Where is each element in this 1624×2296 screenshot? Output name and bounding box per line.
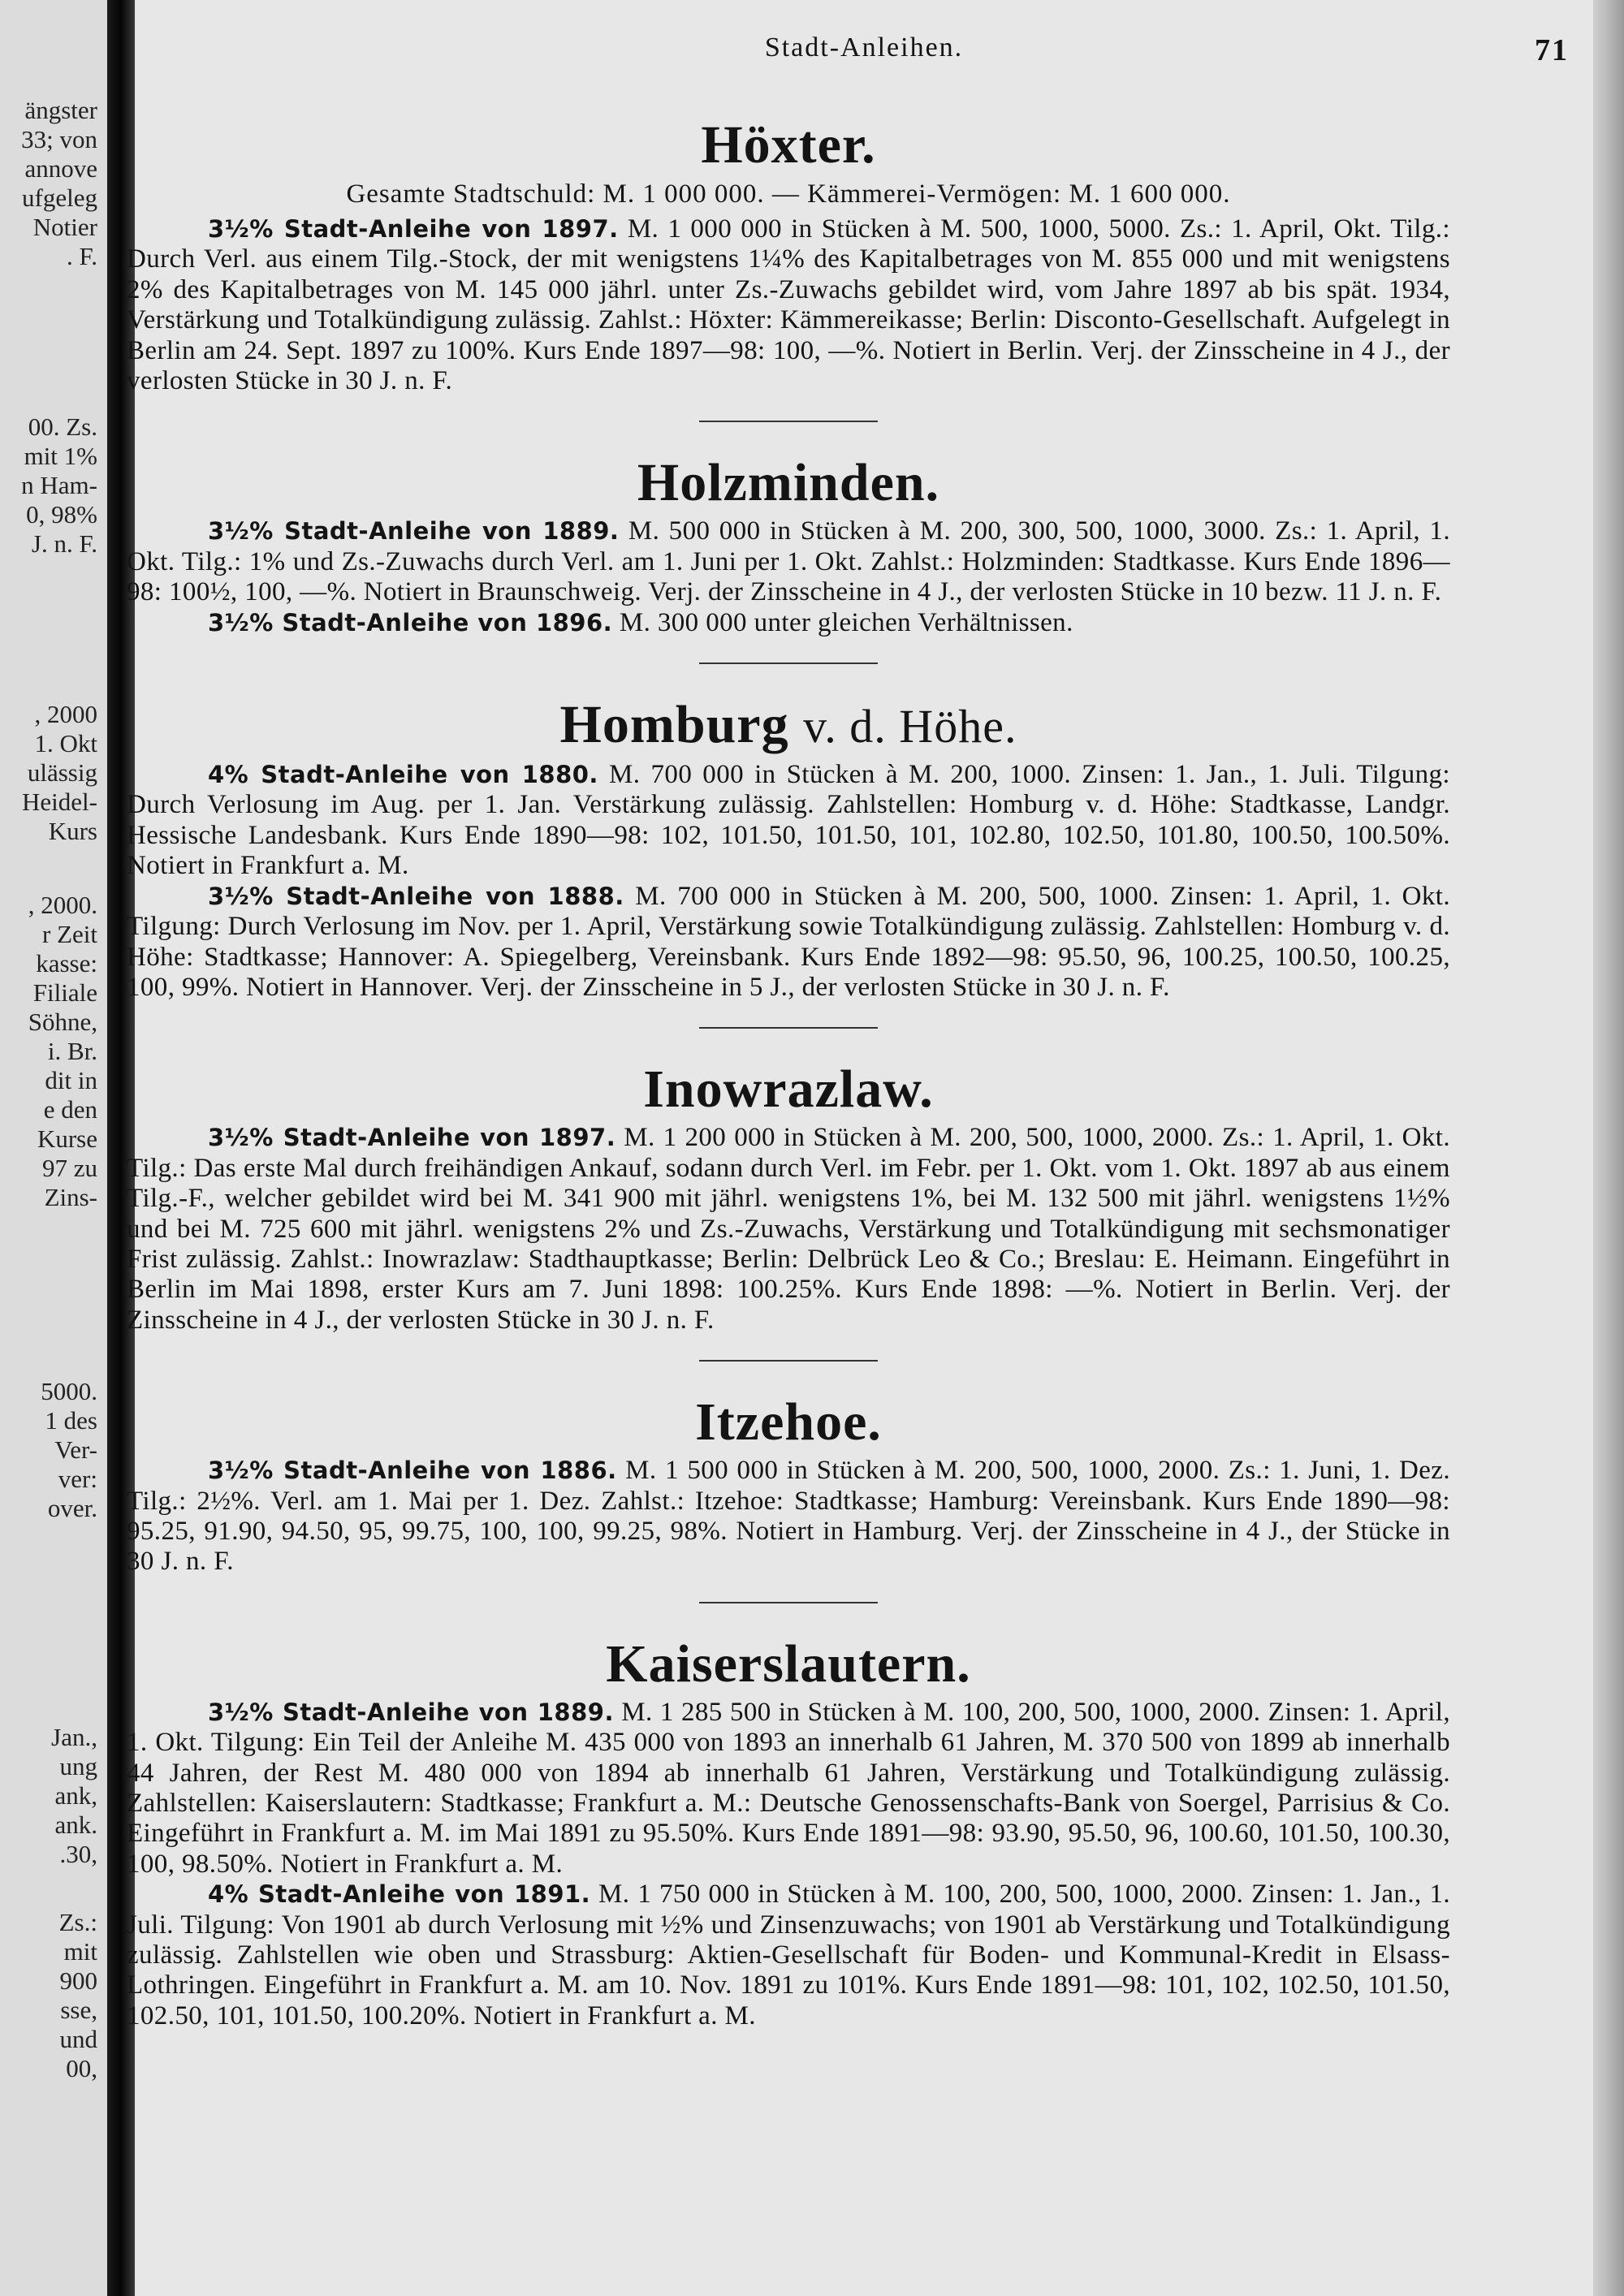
margin-fragment: sse,	[60, 1996, 97, 2024]
margin-fragment: , 2000	[34, 700, 97, 728]
city-suffix: v. d. Höhe.	[803, 700, 1017, 753]
loan-entry	[127, 760, 1450, 882]
loan-entry	[127, 214, 1450, 396]
margin-fragment: mit 1%	[24, 442, 97, 470]
margin-fragment: J. n. F.	[31, 529, 97, 558]
margin-fragment: Ver-	[54, 1435, 97, 1464]
margin-fragment: kasse:	[36, 949, 97, 978]
margin-fragment: ängster	[24, 96, 97, 124]
loan-title: 3½% Stadt-Anleihe von 1897.	[208, 1124, 616, 1152]
margin-fragment: 0, 98%	[26, 500, 97, 529]
loan-entry	[127, 1880, 1450, 2031]
loan-text: M. 700 000 in Stücken à M. 200, 500, 1000. Zinsen: 1. April, 1. Okt. Tilgung: Durch Verlosung im Nov. per 1. April, Verstärkung sowie Totalkündigung zulässig. Zahlstellen: Homburg v. d. Höhe: Stadtkasse; Hannover: A. Spiegelberg, Vereinsbank. Kurs Ende 1892—98: 95.50, 96, 100.25, 100.50, 100.25, 100, 99%. Notiert in Hannover. Verj. der Zinsscheine in 5 J., der verlosten Stücke in 30 J. n. F.	[127, 881, 1450, 1002]
section-divider	[699, 1602, 878, 1603]
margin-fragment: 1 des	[45, 1406, 97, 1435]
margin-fragment: 5000.	[41, 1377, 97, 1405]
margin-fragment: 1. Okt	[34, 729, 97, 757]
section-hoexter	[127, 112, 1450, 396]
loan-entry	[127, 608, 1450, 638]
margin-fragment: und	[59, 2025, 97, 2053]
page-header	[135, 32, 1593, 68]
loan-entry	[127, 882, 1450, 1003]
margin-fragment: ulässig	[27, 758, 97, 787]
margin-fragment: Jan.,	[51, 1723, 97, 1751]
margin-fragment: e den	[43, 1095, 97, 1124]
page-edge	[1593, 0, 1624, 2296]
margin-fragment: ver:	[58, 1465, 97, 1493]
loan-entry	[127, 1456, 1450, 1577]
margin-fragment: n Ham-	[21, 471, 97, 499]
city-heading: Kaiserslautern.	[606, 1634, 971, 1694]
loan-title: 3½% Stadt-Anleihe von 1886.	[208, 1457, 617, 1485]
margin-fragment: ank,	[54, 1781, 97, 1810]
margin-fragment: ufgeleg	[22, 183, 97, 212]
margin-fragment: 97 zu	[41, 1154, 97, 1182]
loan-text: M. 300 000 unter gleichen Verhältnissen.	[619, 607, 1073, 637]
margin-fragment: over.	[47, 1494, 97, 1522]
loan-title: 4% Stadt-Anleihe von 1880.	[208, 761, 598, 789]
margin-fragment: 900	[59, 1966, 97, 1995]
margin-fragment: Zins-	[44, 1183, 97, 1211]
loan-entry	[127, 1698, 1450, 1880]
margin-fragment: Kurse	[37, 1124, 97, 1153]
section-inowrazlaw	[127, 1056, 1450, 1336]
debt-summary: Gesamte Stadtschuld: M. 1 000 000. — Kämmerei-Vermögen: M. 1 600 000.	[346, 179, 1231, 209]
loan-text: M. 1 750 000 in Stücken à M. 100, 200, 500, 1000, 2000. Zinsen: 1. Jan., 1. Juli. Tilgung: Von 1901 ab durch Verlosung mit ½% und Zinsenzuwachs; von 1901 ab Verstärkung und Totalkündigung zulässig. Zahlstellen wie oben und Strassburg: Aktien-Gesellschaft für Boden- und Kommunal-Kredit in Elsass-Lothringen. Eingeführt in Frankfurt a. M. am 10. Nov. 1891 zu 101%. Kurs Ende 1891—98: 101, 102, 102.50, 101.50, 102.50, 101, 101.50, 100.20%. Notiert in Frankfurt a. M.	[127, 1880, 1450, 2031]
loan-title: 3½% Stadt-Anleihe von 1897.	[208, 215, 619, 243]
section-homburg	[127, 692, 1450, 1003]
document-page	[127, 0, 1593, 2296]
city-heading: Itzehoe.	[695, 1392, 882, 1452]
loan-title: 3½% Stadt-Anleihe von 1896.	[208, 608, 613, 637]
section-divider	[699, 1360, 878, 1362]
margin-fragment: 00,	[66, 2054, 97, 2082]
section-itzehoe	[127, 1389, 1450, 1577]
section-divider	[699, 421, 878, 422]
loan-text: M. 700 000 in Stücken à M. 200, 1000. Zinsen: 1. Jan., 1. Juli. Tilgung: Durch Verlosung im Aug. per 1. Jan. Verstärkung zulässig. Zahlstellen: Homburg v. d. Höhe: Stadtkasse, Landgr. Hessische Landesbank. Kurs Ende 1890—98: 102, 101.50, 101.50, 101, 102.80, 102.50, 101.80, 100.50, 100.50%. Notiert in Frankfurt a. M.	[127, 760, 1450, 881]
loan-entry	[127, 1123, 1450, 1336]
loan-title: 3½% Stadt-Anleihe von 1888.	[208, 882, 624, 910]
margin-fragment: 33; von	[21, 125, 97, 153]
margin-fragment: Filiale	[32, 978, 97, 1007]
page-number: 71	[1535, 33, 1569, 67]
loan-title: 3½% Stadt-Anleihe von 1889.	[208, 517, 620, 546]
section-holzminden	[127, 450, 1450, 638]
margin-fragment: Notier	[32, 213, 97, 241]
margin-fragment: ung	[59, 1752, 97, 1780]
city-name: Homburg	[559, 695, 789, 755]
margin-fragment: mit	[63, 1937, 97, 1966]
running-title: Stadt-Anleihen.	[764, 32, 964, 63]
margin-fragment: annove	[24, 154, 97, 183]
margin-fragment: Kurs	[48, 817, 97, 845]
adjacent-page-strip	[0, 0, 107, 2296]
page-content	[127, 112, 1450, 2031]
margin-fragment: dit in	[45, 1066, 97, 1094]
loan-text: M. 1 200 000 in Stücken à M. 200, 500, 1000, 2000. Zs.: 1. April, 1. Okt. Tilg.: Das erste Mal durch freihändigen Ankauf, sodann durch Verl. im Febr. per 1. Okt. vom 1. Okt. 1897 ab aus einem Tilg.-F., welcher gebildet wird bei M. 341 900 mit jährl. wenigstens 1%, bei M. 132 500 mit jährl. wenigstens 1½% und bei M. 725 600 mit jährl. wenigstens 2% und Zs.-Zuwachs, Verstärkung und Totalkündigung mit sechsmonatiger Frist zulässig. Zahlst.: Inowrazlaw: Stadthauptkasse; Berlin: Delbrück Leo & Co.; Breslau: E. Heimann. Eingeführt in Berlin im Mai 1898, erster Kurs am 7. Juni 1898: 100.25%. Kurs Ende 1898: —%. Notiert in Berlin. Verj. der Zinsscheine in 4 J., der verlosten Stücke in 30 J. n. F.	[127, 1123, 1450, 1335]
city-heading: Höxter.	[701, 115, 876, 175]
city-heading: Inowrazlaw.	[643, 1060, 934, 1120]
city-heading	[127, 692, 1450, 760]
margin-fragment: 00. Zs.	[28, 412, 97, 441]
loan-text: M. 1 000 000 in Stücken à M. 500, 1000, 5000. Zs.: 1. April, Okt. Tilg.: Durch Verl. aus einem Tilg.-Stock, der mit wenigstens 1¼% des Kapitalbetrages von M. 855 000 und mit wenigstens 2% des Kapitalbetrages von M. 145 000 jährl. unter Zs.-Zuwachs gebildet wird, vom Jahre 1897 ab bis spät. 1934, Verstärkung und Totalkündigung zulässig. Zahlst.: Höxter: Kämmereikasse; Berlin: Disconto-Gesellschaft. Aufgelegt in Berlin am 24. Sept. 1897 zu 100%. Kurs Ende 1897—98: 100, —%. Notiert in Berlin. Verj. der Zinsscheine in 4 J., der verlosten Stücke in 30 J. n. F.	[127, 214, 1450, 396]
margin-fragment: , 2000.	[28, 891, 97, 919]
loan-entry	[127, 516, 1450, 607]
margin-fragment: Heidel-	[22, 788, 97, 816]
loan-text: M. 500 000 in Stücken à M. 200, 300, 500, 1000, 3000. Zs.: 1. April, 1. Okt. Tilg.: 1% und Zs.-Zuwachs durch Verl. am 1. Juni per 1. Okt. Zahlst.: Holzminden: Stadtkasse. Kurs Ende 1896—98: 100½, 100, —%. Notiert in Braunschweig. Verj. der Zinsscheine in 4 J., der verlosten Stücke in 10 bezw. 11 J. n. F.	[127, 516, 1450, 607]
loan-title: 4% Stadt-Anleihe von 1891.	[208, 1880, 591, 1909]
margin-fragment: Söhne,	[28, 1008, 97, 1036]
margin-fragment: i. Br.	[47, 1037, 97, 1065]
margin-fragment: .30,	[59, 1840, 97, 1868]
margin-fragment: . F.	[66, 242, 97, 270]
section-divider	[699, 662, 878, 664]
section-kaiserslautern	[127, 1631, 1450, 2031]
margin-fragment: Zs.:	[58, 1908, 97, 1936]
loan-text: M. 1 500 000 in Stücken à M. 200, 500, 1000, 2000. Zs.: 1. Juni, 1. Dez. Tilg.: 2½%. Verl. am 1. Mai per 1. Dez. Zahlst.: Itzehoe: Stadtkasse; Hamburg: Vereinsbank. Kurs Ende 1890—98: 95.25, 91.90, 94.50, 95, 99.75, 100, 100, 99.25, 98%. Notiert in Hamburg. Verj. der Zinsscheine in 4 J., der Stücke in 30 J. n. F.	[127, 1456, 1450, 1577]
city-heading: Holzminden.	[637, 453, 940, 513]
loan-title: 3½% Stadt-Anleihe von 1889.	[208, 1698, 614, 1726]
margin-fragment: r Zeit	[42, 920, 97, 948]
loan-text: M. 1 285 500 in Stücken à M. 100, 200, 500, 1000, 2000. Zinsen: 1. April, 1. Okt. Tilgung: Ein Teil der Anleihe M. 435 000 von 1893 an innerhalb 61 Jahren, M. 370 500 von 1899 ab innerhalb 44 Jahren, der Rest M. 480 000 von 1894 ab innerhalb 61 Jahren, Verstärkung und Totalkündigung zulässig. Zahlstellen: Kaiserslautern: Stadtkasse; Frankfurt a. M.: Deutsche Genossenschafts-Bank von Soergel, Parrisius & Co. Eingeführt in Frankfurt a. M. im Mai 1891 zu 95.50%. Kurs Ende 1891—98: 93.90, 95.50, 96, 100.60, 101.50, 100.30, 100, 98.50%. Notiert in Frankfurt a. M.	[127, 1697, 1450, 1879]
margin-fragment: ank.	[54, 1810, 97, 1839]
section-divider	[699, 1027, 878, 1029]
